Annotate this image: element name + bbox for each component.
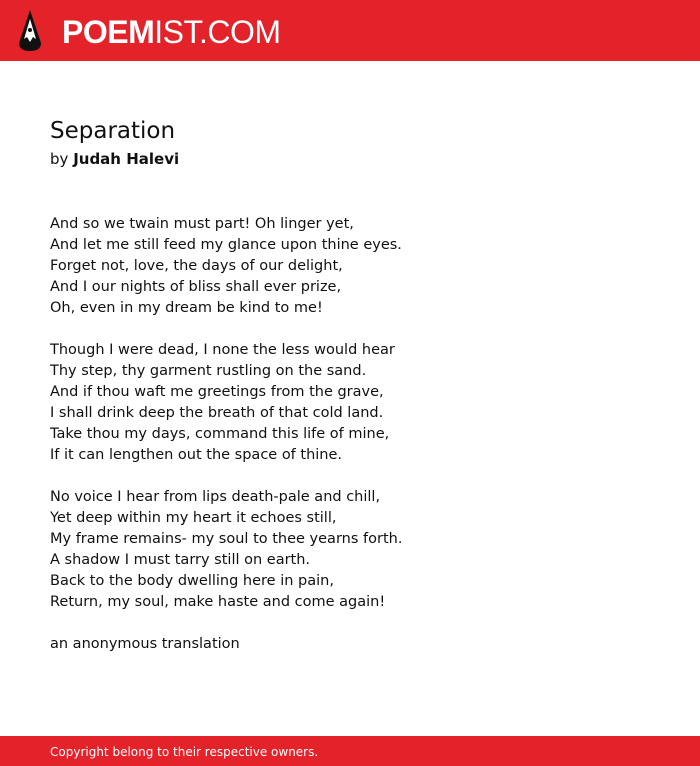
poem-line: Thy step, thy garment rustling on the sand. xyxy=(50,363,367,379)
poem-line: I shall drink deep the breath of that cold land. xyxy=(50,405,384,421)
translation-note: an anonymous translation xyxy=(50,636,240,652)
poem-line: If it can lengthen out the space of thine. xyxy=(50,447,343,463)
poem-line: And I our nights of bliss shall ever prize, xyxy=(50,279,342,295)
poem-line: And let me still feed my glance upon thine eyes. xyxy=(50,237,402,253)
pen-nib-icon xyxy=(17,9,43,52)
site-brand xyxy=(62,14,281,50)
stanza-3 xyxy=(50,487,650,613)
poem-body xyxy=(50,214,650,655)
stanza-2 xyxy=(50,340,650,466)
poem-line: No voice I hear from lips death-pale and chill, xyxy=(50,489,381,505)
stanza-1 xyxy=(50,214,650,319)
poem-content xyxy=(50,115,650,655)
brand-light: IST.COM xyxy=(154,14,281,50)
poem-line: And so we twain must part! Oh linger yet, xyxy=(50,216,354,232)
poem-title: Separation xyxy=(50,118,176,144)
poem-line: Take thou my days, command this life of mine, xyxy=(50,426,390,442)
poem-line: My frame remains- my soul to thee yearns forth. xyxy=(50,531,403,547)
by-label: by xyxy=(50,150,69,168)
poem-line: Though I were dead, I none the less would hear xyxy=(50,342,395,358)
site-footer xyxy=(0,736,700,766)
author-name: Judah Halevi xyxy=(73,150,180,168)
poem-line: A shadow I must tarry still on earth. xyxy=(50,552,311,568)
poem-line: Back to the body dwelling here in pain, xyxy=(50,573,334,589)
poem-line: Forget not, love, the days of our delight, xyxy=(50,258,343,274)
site-header xyxy=(0,0,700,61)
poem-line: Return, my soul, make haste and come again! xyxy=(50,594,386,610)
poem-byline xyxy=(50,147,650,171)
brand-strong: POEM xyxy=(62,14,155,50)
copyright-text: Copyright belong to their respective owners. xyxy=(50,745,319,759)
poem-line: And if thou waft me greetings from the grave, xyxy=(50,384,384,400)
poem-line: Yet deep within my heart it echoes still, xyxy=(50,510,337,526)
poem-line: Oh, even in my dream be kind to me! xyxy=(50,300,323,316)
